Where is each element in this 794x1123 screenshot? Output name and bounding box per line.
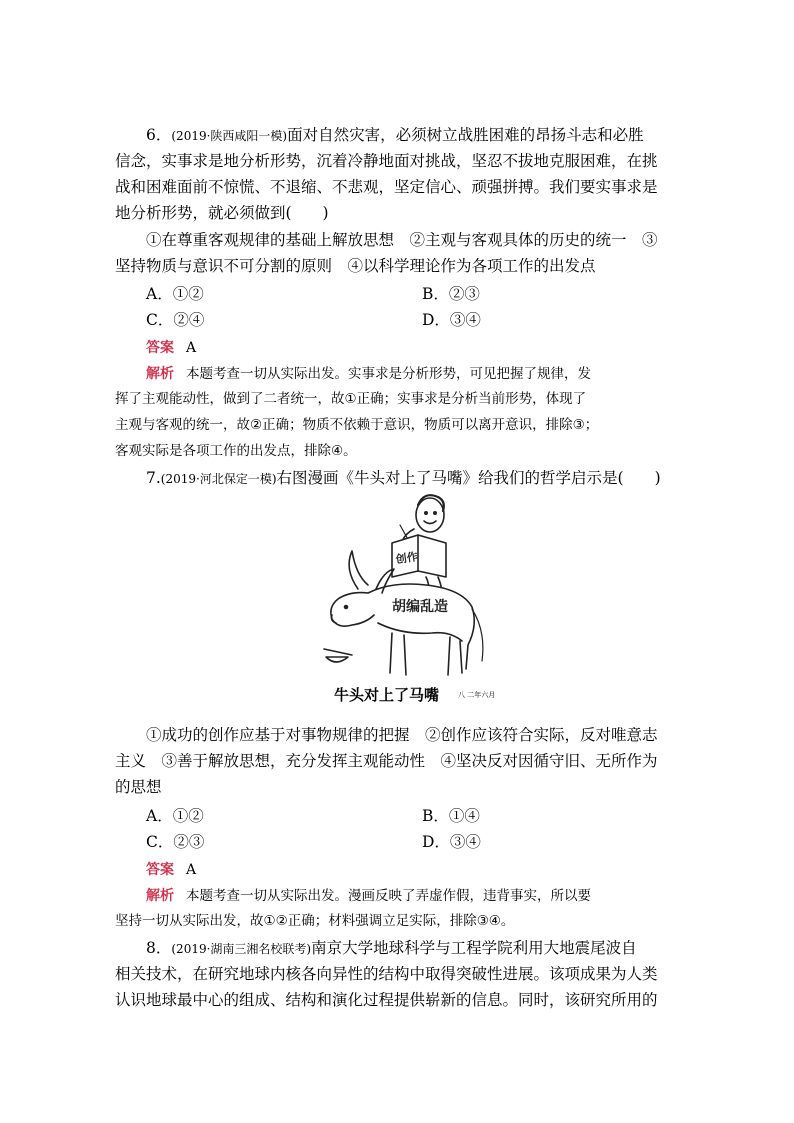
q8-number: 8． [146, 939, 172, 957]
q7-answer-label: 答案 [146, 862, 174, 878]
cartoon-signature: 八 二年六月 [458, 691, 496, 699]
q6-analysis-line-2: 挥了主观能动性，做到了二者统一，故①正确；实事求是分析当前形势，体现了 [115, 391, 587, 407]
q6-stem-line-1 [146, 122, 680, 149]
cartoon-book-text: 创作 [395, 550, 419, 567]
q7-items-line-2: 主义 ③善于解放思想，充分发挥主观能动性 ④坚决反对因循守旧、无所作为 [115, 752, 658, 770]
cartoon-illustration [322, 485, 492, 710]
q6-option-b: B．②③ [422, 285, 480, 303]
q7-items-line-3: 的思想 [115, 778, 162, 796]
q6-items-line-1: ①在尊重客观规律的基础上解放思想 ②主观与客观具体的历史的统一 ③ [146, 231, 658, 249]
q8-stem-line-2: 相关技术，在研究地球内核各向异性的结构中取得突破性进展。该项成果为人类 [115, 965, 658, 983]
cartoon-body-text: 胡编乱造 [392, 599, 448, 615]
q7-option-a: A．①② [146, 807, 204, 825]
q6-answer-row [146, 334, 680, 361]
q7-source: (2019·河北保定一模) [160, 472, 277, 486]
q8-source: (2019·湖南三湘名校联考) [171, 942, 312, 956]
q6-stem-text-1: 面对自然灾害，必须树立战胜困难的昂扬斗志和必胜 [287, 126, 644, 144]
q7-option-d: D．③④ [422, 833, 481, 851]
q7-stem-text: 右图漫画《牛头对上了马嘴》给我们的哲学启示是( ) [276, 469, 661, 487]
q6-number: 6． [146, 126, 172, 144]
q6-analysis-line-3: 主观与客观的统一，故②正确；物质不依赖于意识，物质可以离开意识，排除③； [115, 417, 599, 433]
q7-analysis-line-1 [146, 882, 680, 909]
q8-stem-line-3: 认识地球最中心的组成、结构和演化过程提供崭新的信息。同时，该研究所用的 [115, 991, 658, 1009]
q6-option-a: A．①② [146, 285, 204, 303]
q8-stem-line-1 [146, 935, 680, 962]
q6-answer-label: 答案 [146, 340, 174, 356]
q7-items-line-1: ①成功的创作应基于对事物规律的把握 ②创作应该符合实际，反对唯意志 [146, 726, 658, 744]
q8-stem-text-1: 南京大学地球科学与工程学院利用大地震尾波自 [311, 939, 637, 957]
q6-analysis-text-1: 本题考查一切从实际出发。实事求是分析形势，可见把握了规律，发 [186, 366, 591, 382]
q6-analysis-line-4: 客观实际是各项工作的出发点，排除④。 [115, 443, 357, 459]
q7-analysis-label: 解析 [146, 888, 174, 904]
q6-analysis-label: 解析 [146, 366, 174, 382]
q6-stem-line-4: 地分析形势，就必须做到( ) [115, 204, 329, 222]
q6-stem-line-2: 信念，实事求是地分析形势，沉着冷静地面对挑战，坚忍不拔地克服困难，在挑 [115, 152, 658, 170]
q6-analysis-line-1 [146, 360, 680, 387]
q6-items-line-2: 坚持物质与意识不可分割的原则 ④以科学理论作为各项工作的出发点 [115, 257, 596, 275]
q7-option-c: C．②③ [146, 833, 205, 851]
q6-answer: A [186, 340, 197, 356]
q6-option-c: C．②④ [146, 311, 205, 329]
q6-stem-line-3: 战和困难面前不惊慌、不退缩、不悲观，坚定信心、顽强拼搏。我们要实事求是 [115, 178, 658, 196]
q7-option-b: B．①④ [422, 807, 480, 825]
cartoon-caption: 牛头对上了马嘴 [334, 686, 440, 704]
q7-number: 7. [146, 469, 161, 487]
q6-source: (2019·陕西咸阳一模) [171, 129, 288, 143]
q7-answer: A [186, 862, 197, 878]
q6-option-d: D．③④ [422, 311, 481, 329]
q7-analysis-line-2: 坚持一切从实际出发，故①②正确；材料强调立足实际，排除③④。 [115, 913, 515, 929]
q7-answer-row [146, 856, 680, 883]
q7-analysis-text-1: 本题考查一切从实际出发。漫画反映了弄虚作假，违背事实，所以要 [186, 888, 591, 904]
